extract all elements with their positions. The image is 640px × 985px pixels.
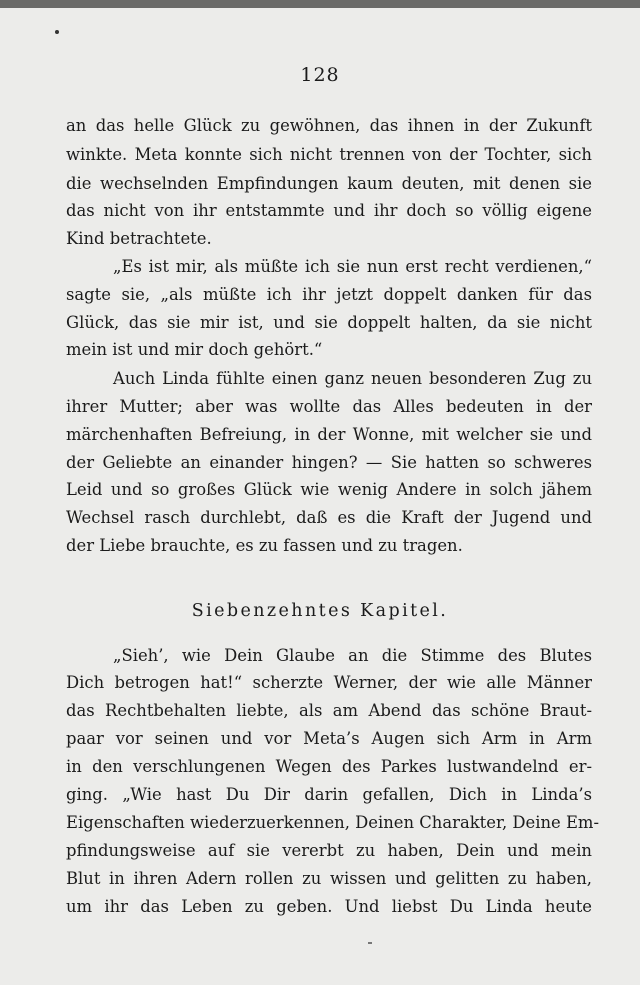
text-line: an das helle Glück zu gewöhnen, das ihnen in der Zukunft [66, 116, 592, 135]
text-line: Glück, das sie mir ist, und sie doppelt halten, da sie nicht [66, 313, 592, 332]
text-line: mein ist und mir doch gehört.“ [66, 340, 323, 359]
page-number: 128 [300, 64, 340, 86]
ink-speck [368, 942, 372, 944]
text-line: das Rechtbehalten liebte, als am Abend das schöne Braut- [66, 701, 592, 720]
text-line: der Geliebte an einander hingen? — Sie hatten so schweres [66, 453, 592, 472]
text-line: sagte sie, „als müßte ich ihr jetzt doppelt danken für das [66, 285, 592, 304]
text-line: „Sieh’, wie Dein Glaube an die Stimme des Blutes [113, 646, 592, 665]
text-line: die wechselnden Empfindungen kaum deuten, mit denen sie [66, 174, 592, 193]
text-line: winkte. Meta konnte sich nicht trennen von der Tochter, sich [66, 145, 592, 164]
text-line: ihrer Mutter; aber was wollte das Alles bedeuten in der [66, 397, 592, 416]
text-line: Blut in ihren Adern rollen zu wissen und gelitten zu haben, [66, 869, 592, 888]
scan-top-border [0, 0, 640, 8]
text-line: „Es ist mir, als müßte ich sie nun erst recht verdienen,“ [113, 257, 592, 276]
text-line: märchenhaften Befreiung, in der Wonne, mit welcher sie und [66, 425, 592, 444]
text-line: ging. „Wie hast Du Dir darin gefallen, Dich in Linda’s [66, 785, 592, 804]
text-line: Wechsel rasch durchlebt, daß es die Kraft der Jugend und [66, 508, 592, 527]
text-line: Auch Linda fühlte einen ganz neuen besonderen Zug zu [113, 369, 592, 388]
text-line: pfindungsweise auf sie vererbt zu haben, Dein und mein [66, 841, 592, 860]
text-line: um ihr das Leben zu geben. Und liebst Du Linda heute [66, 897, 592, 916]
text-line: der Liebe brauchte, es zu fassen und zu tragen. [66, 536, 463, 555]
text-line: Eigenschaften wiederzuerkennen, Deinen Charakter, Deine Em- [66, 813, 599, 832]
text-line: Kind betrachtete. [66, 229, 212, 248]
text-line: Leid und so großes Glück wie wenig Andere in solch jähem [66, 480, 592, 499]
ink-dot [55, 30, 59, 34]
text-line: paar vor seinen und vor Meta’s Augen sich Arm in Arm [66, 729, 592, 748]
text-line: das nicht von ihr entstammte und ihr doch so völlig eigene [66, 201, 592, 220]
text-line: Dich betrogen hat!“ scherzte Werner, der wie alle Männer [66, 673, 592, 692]
text-line: in den verschlungenen Wegen des Parkes lustwandelnd er- [66, 757, 592, 776]
chapter-heading: Siebenzehntes Kapitel. [191, 601, 449, 621]
